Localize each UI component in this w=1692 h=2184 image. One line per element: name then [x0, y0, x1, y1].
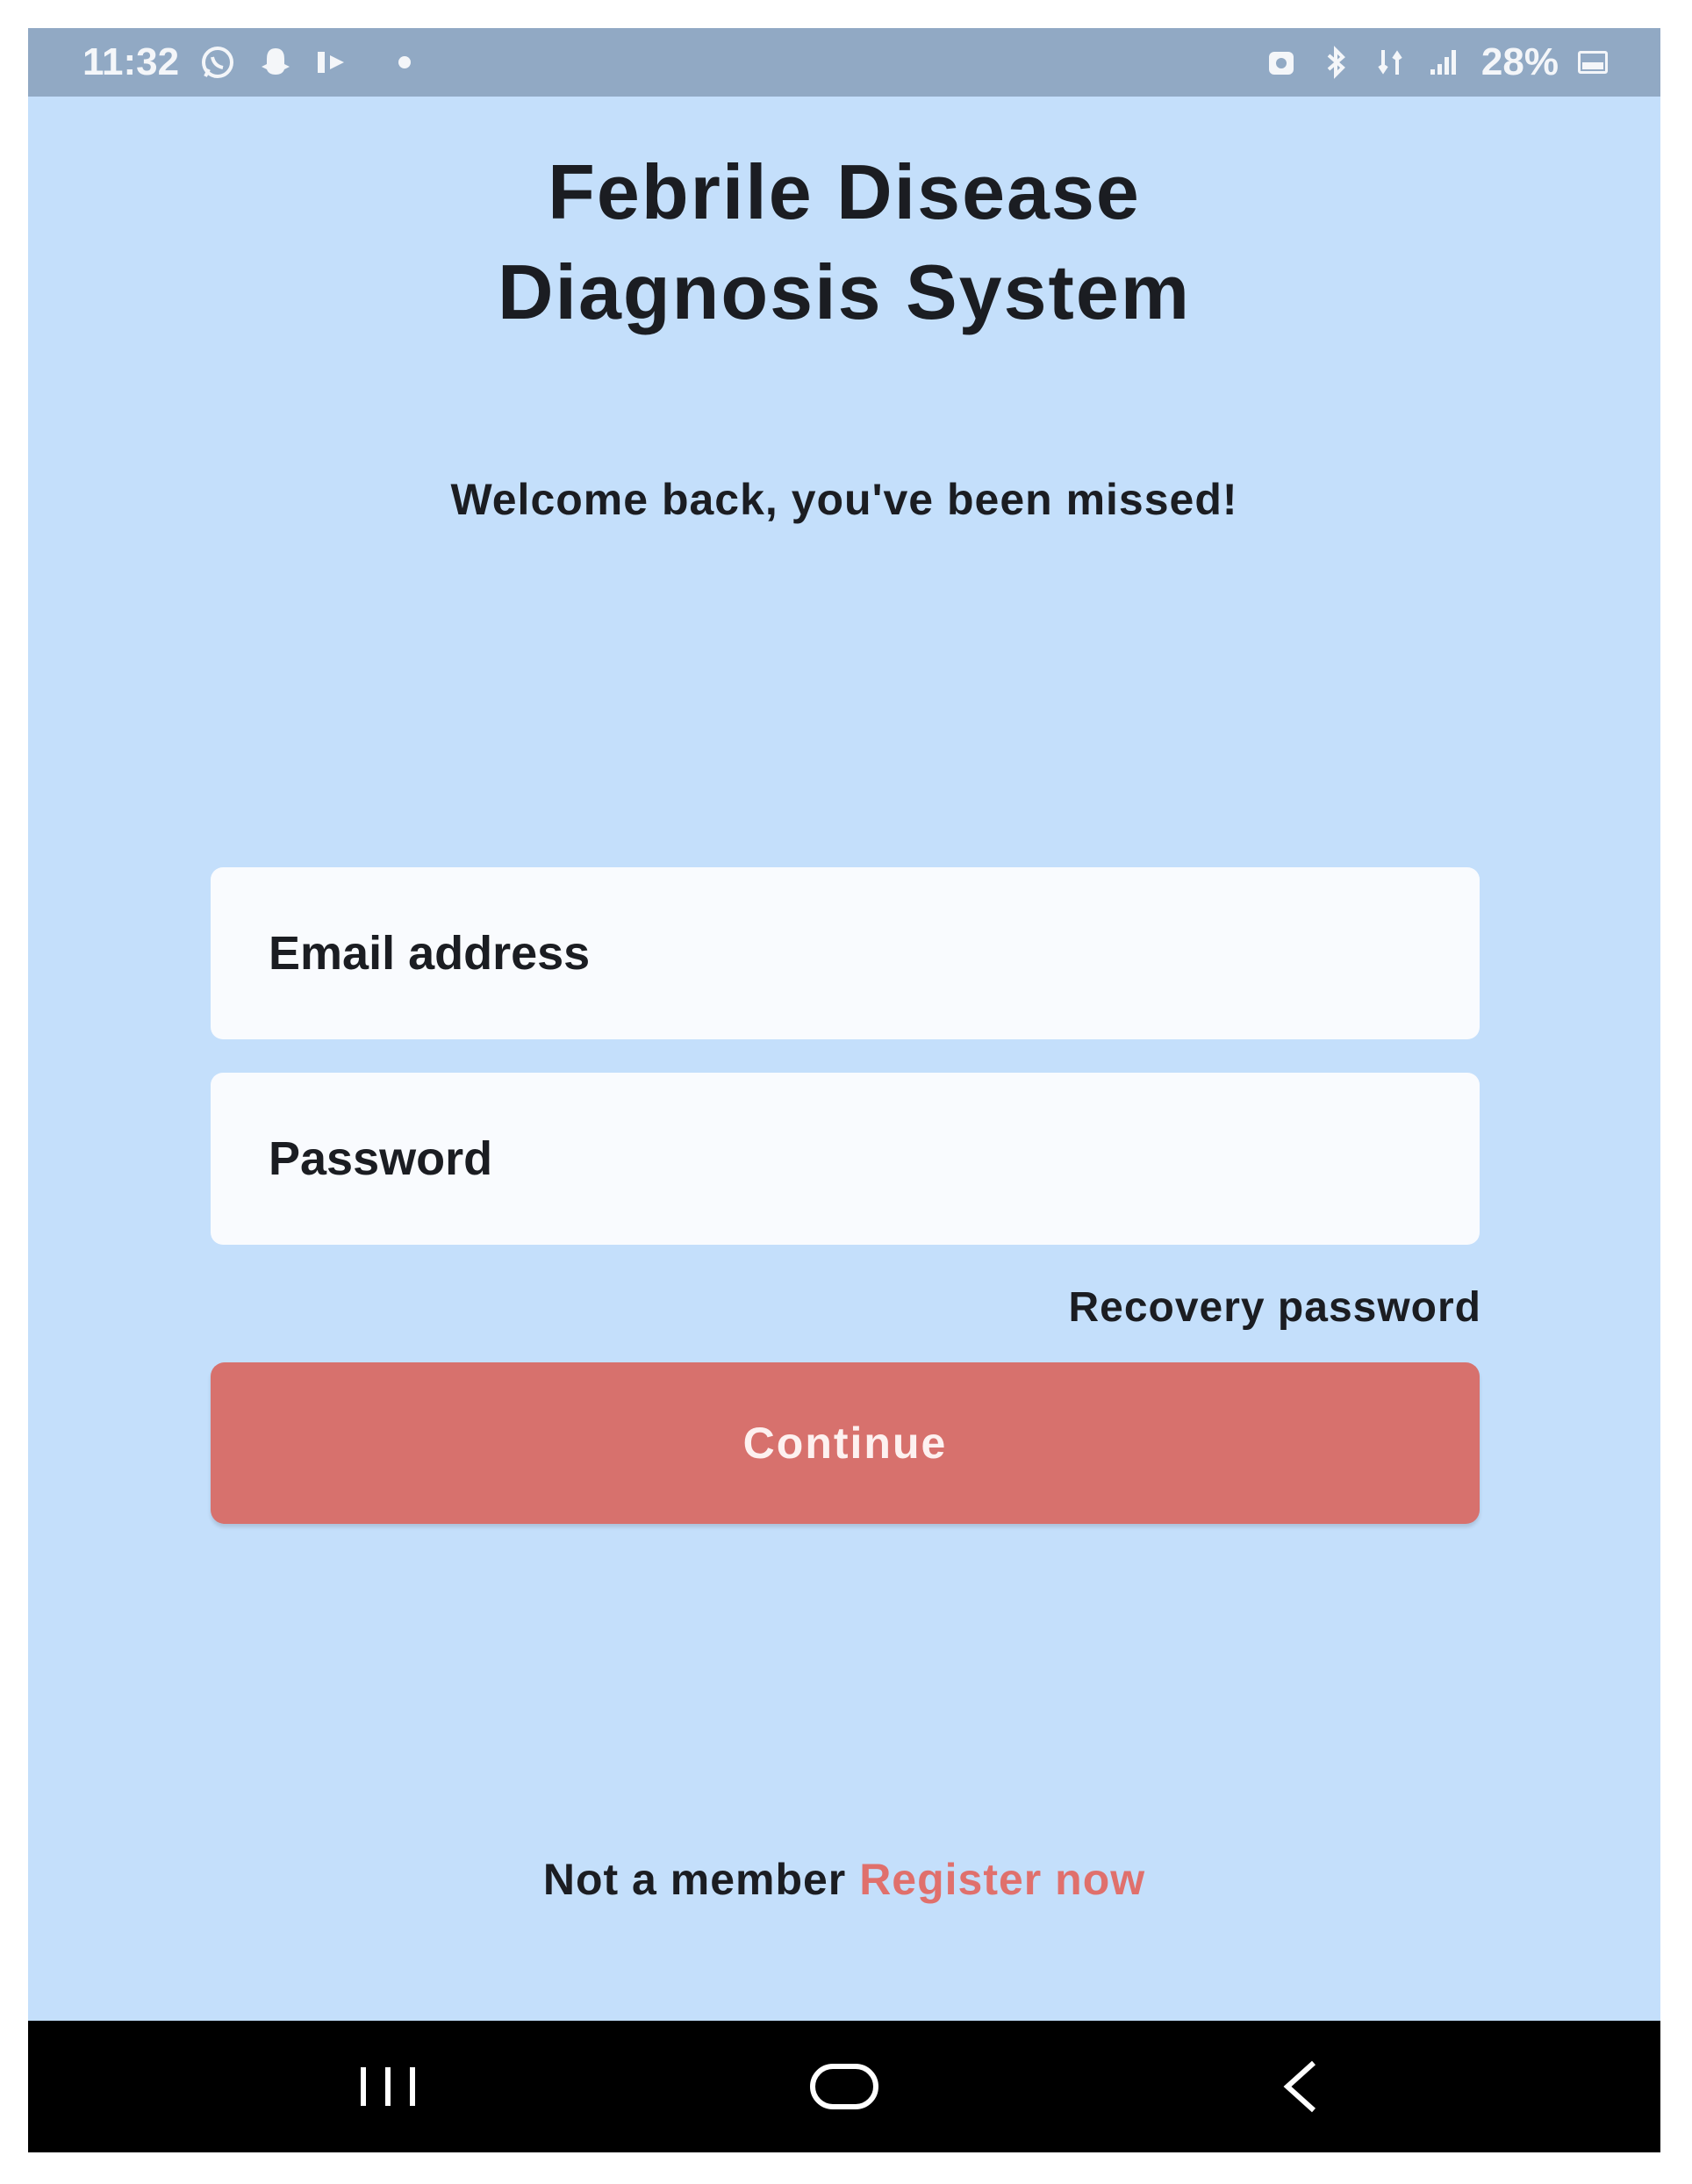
- whatsapp-icon: [198, 43, 237, 82]
- page-title-line2: Diagnosis System: [497, 248, 1192, 335]
- status-bar-left: [82, 40, 411, 84]
- notification-dot-icon: [398, 56, 411, 68]
- register-prompt: [28, 1854, 1660, 1905]
- welcome-subtitle: Welcome back, you've been missed!: [450, 475, 1238, 524]
- home-icon: [800, 2056, 888, 2117]
- email-field[interactable]: [211, 867, 1480, 1039]
- status-time: 11:32: [82, 40, 180, 83]
- bluetooth-icon: [1318, 45, 1353, 80]
- home-button[interactable]: [756, 2021, 932, 2152]
- password-field[interactable]: [211, 1073, 1480, 1245]
- back-button[interactable]: [1213, 2021, 1388, 2152]
- lte-icon: [1373, 45, 1408, 80]
- back-icon: [1270, 2056, 1331, 2117]
- recent-apps-icon: [348, 2060, 427, 2113]
- register-now-link[interactable]: Register now: [859, 1855, 1146, 1904]
- recent-apps-button[interactable]: [300, 2021, 476, 2152]
- signal-icon: [1427, 45, 1462, 80]
- recovery-password-link[interactable]: Recovery password: [1068, 1284, 1481, 1331]
- alarm-icon: [1264, 45, 1299, 80]
- register-prompt-text: Not a member: [542, 1855, 847, 1904]
- battery-icon: [1578, 51, 1608, 74]
- phone-screen: [28, 28, 1660, 2152]
- page-title-line1: Febrile Disease: [548, 148, 1141, 235]
- status-bar: [28, 28, 1660, 97]
- continue-button[interactable]: Continue: [211, 1362, 1480, 1524]
- snapchat-icon: [256, 43, 295, 82]
- page-title: [28, 142, 1660, 342]
- status-bar-right: [1264, 40, 1608, 84]
- navigation-bar: [28, 2021, 1660, 2152]
- battery-percent: 28%: [1480, 40, 1559, 83]
- cast-icon: [314, 43, 353, 82]
